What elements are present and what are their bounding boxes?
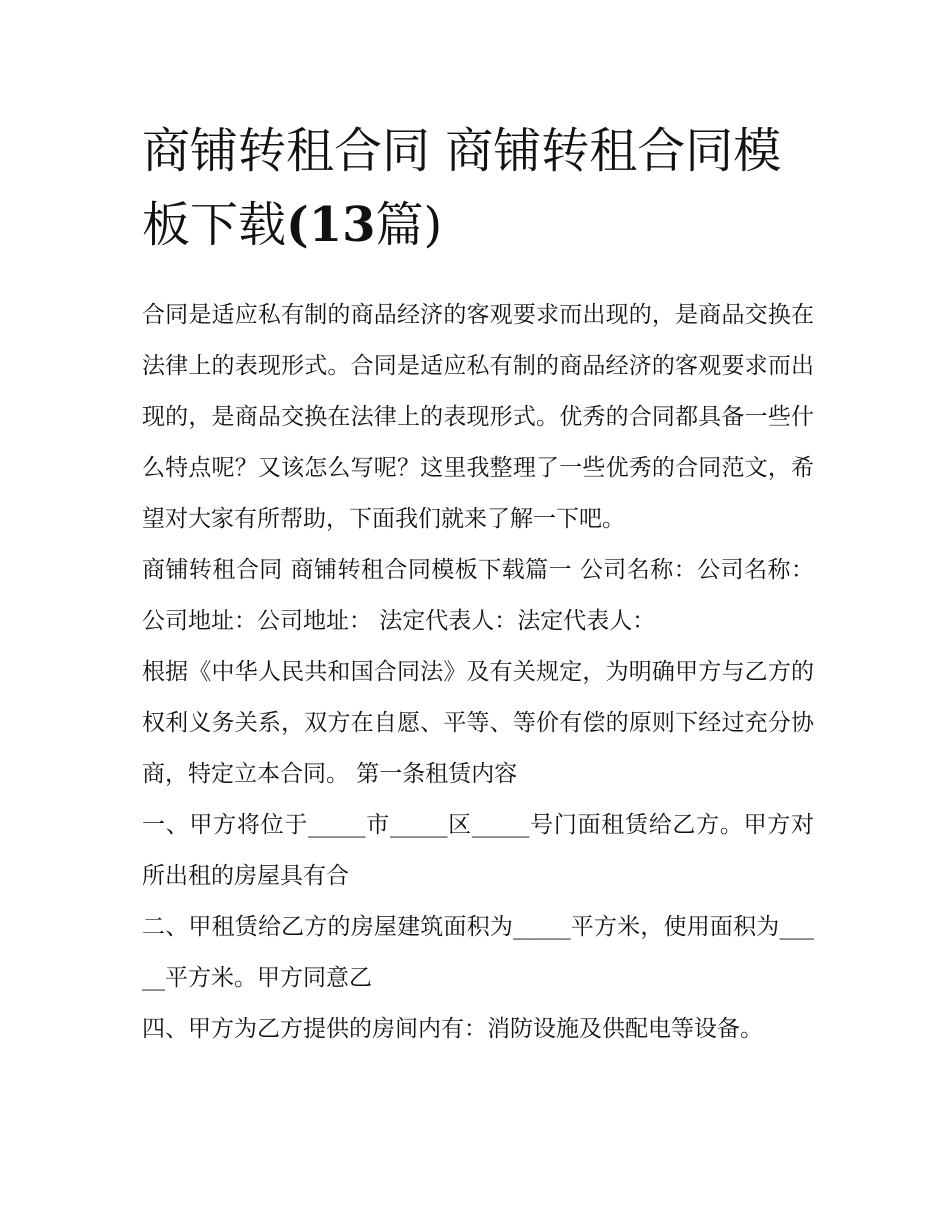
clause-2-paragraph: 二、甲租赁给乙方的房屋建筑面积为_____平方米，使用面积为_____平方米。甲方同意乙 — [142, 914, 814, 991]
document-page — [142, 0, 814, 1055]
clause-4-paragraph: 四、甲方为乙方提供的房间内有：消防设施及供配电等设备。 — [142, 1016, 763, 1042]
title-count: (13 — [286, 197, 376, 253]
clause-1-paragraph: 一、甲方将位于_____市_____区_____号门面租赁给乙方。甲方对所出租的房屋具有合 — [142, 812, 814, 889]
party-info-paragraph: 商铺转租合同 商铺转租合同模板下载篇一 公司名称：公司名称： 公司地址：公司地址： 法定代表人：法定代表人： — [142, 557, 814, 634]
preamble-paragraph: 根据《中华人民共和国合同法》及有关规定，为明确甲方与乙方的权利义务关系，双方在自愿、平等、等价有偿的原则下经过充分协商，特定立本合同。 第一条租赁内容 — [142, 659, 814, 787]
intro-paragraph: 合同是适应私有制的商品经济的客观要求而出现的，是商品交换在法律上的表现形式。合同是适应私有制的商品经济的客观要求而出现的，是商品交换在法律上的表现形式。优秀的合同都具备一些什么特点呢？又该怎么写呢？这里我整理了一些优秀的合同范文，希望对大家有所帮助，下面我们就来了解一下吧。 — [142, 302, 814, 532]
document-title: 商铺转租合同 商铺转租合同模板下载(13篇) — [142, 123, 782, 253]
document-body — [142, 290, 814, 1055]
